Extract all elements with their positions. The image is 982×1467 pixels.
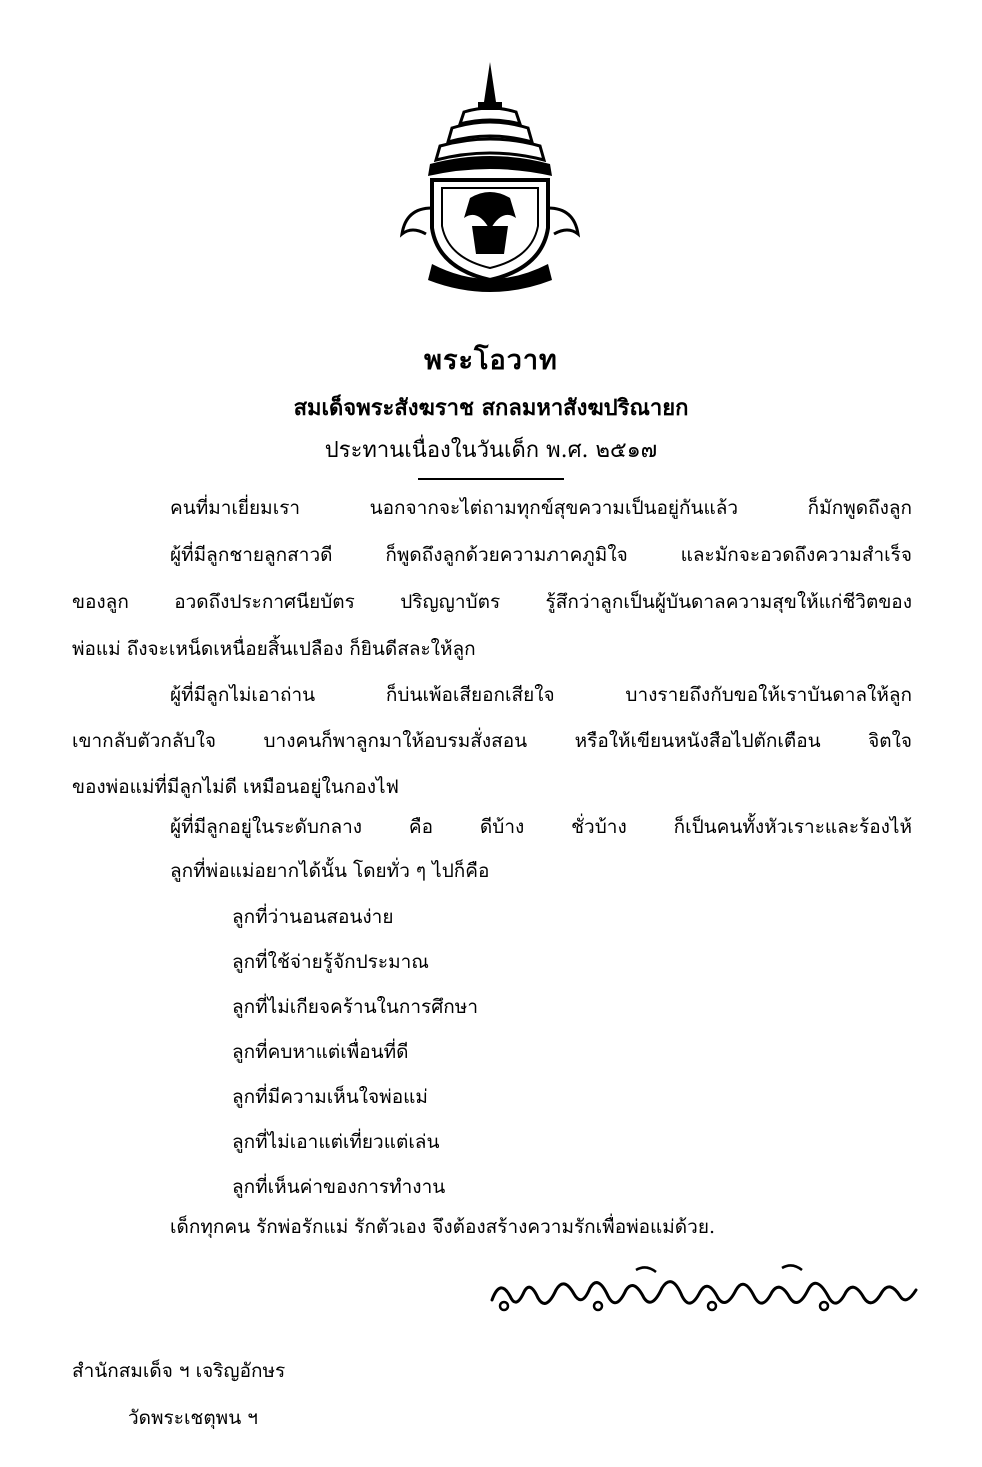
body-line: คนที่มาเยี่ยมเรา นอกจากจะไต่ถามทุกข์สุขความเป็นอยู่กันแล้ว ก็มักพูดถึงลูก — [170, 497, 912, 519]
body-line: ผู้ที่มีลูกไม่เอาถ่าน ก็บ่นเพ้อเสียอกเสียใจ บางรายถึงกับขอให้เราบันดาลให้ลูก — [170, 684, 912, 706]
title-underline — [418, 478, 564, 480]
decree-title: พระโอวาท — [424, 345, 558, 376]
body-line: ผู้ที่มีลูกอยู่ในระดับกลาง คือ ดีบ้าง ชั่วบ้าง ก็เป็นคนทั้งหัวเราะและร้องไห้ — [170, 816, 912, 838]
body-line: ของลูก อวดถึงประกาศนียบัตร ปริญญาบัตร รู้สึกว่าลูกเป็นผู้บันดาลความสุขให้แก่ชีวิตของ — [72, 591, 912, 613]
body-line: เขากลับตัวกลับใจ บางคนก็พาลูกมาให้อบรมสั่งสอน หรือให้เขียนหนังสือไปตักเตือน จิตใจ — [72, 730, 912, 752]
list-item: ลูกที่เห็นค่าของการทำงาน — [232, 1176, 446, 1198]
temple-name: วัดพระเชตุพน ฯ — [128, 1407, 258, 1429]
supreme-patriarch-emblem-icon — [392, 58, 588, 298]
list-item: ลูกที่มีความเห็นใจพ่อแม่ — [232, 1086, 428, 1108]
list-item: ลูกที่ไม่เอาแต่เที่ยวแต่เล่น — [232, 1131, 440, 1153]
list-item: ลูกที่ไม่เกียจคร้านในการศึกษา — [232, 996, 478, 1018]
list-item: ลูกที่ใช้จ่ายรู้จักประมาณ — [232, 951, 429, 973]
closing-line: เด็กทุกคน รักพ่อรักแม่ รักตัวเอง จึงต้องสร้างความรักเพื่อพ่อแม่ด้วย. — [170, 1216, 715, 1238]
handwritten-signature — [486, 1262, 922, 1322]
office-name: สำนักสมเด็จ ฯ เจริญอักษร — [72, 1360, 286, 1382]
list-item: ลูกที่ว่านอนสอนง่าย — [232, 906, 394, 928]
body-line: ลูกที่พ่อแม่อยากได้นั้น โดยทั่ว ๆ ไปก็คือ — [170, 860, 490, 882]
body-line: ผู้ที่มีลูกชายลูกสาวดี ก็พูดถึงลูกด้วยความภาคภูมิใจ และมักจะอวดถึงความสำเร็จ — [170, 544, 912, 566]
decree-issuer: สมเด็จพระสังฆราช สกลมหาสังฆปริณายก — [293, 395, 689, 421]
body-line: ของพ่อแม่ที่มีลูกไม่ดี เหมือนอยู่ในกองไฟ — [72, 776, 399, 798]
list-item: ลูกที่คบหาแต่เพื่อนที่ดี — [232, 1041, 409, 1063]
decree-occasion: ประทานเนื่องในวันเด็ก พ.ศ. ๒๕๑๗ — [324, 438, 658, 463]
body-line: พ่อแม่ ถึงจะเหน็ดเหนื่อยสิ้นเปลือง ก็ยินดีสละให้ลูก — [72, 638, 476, 660]
